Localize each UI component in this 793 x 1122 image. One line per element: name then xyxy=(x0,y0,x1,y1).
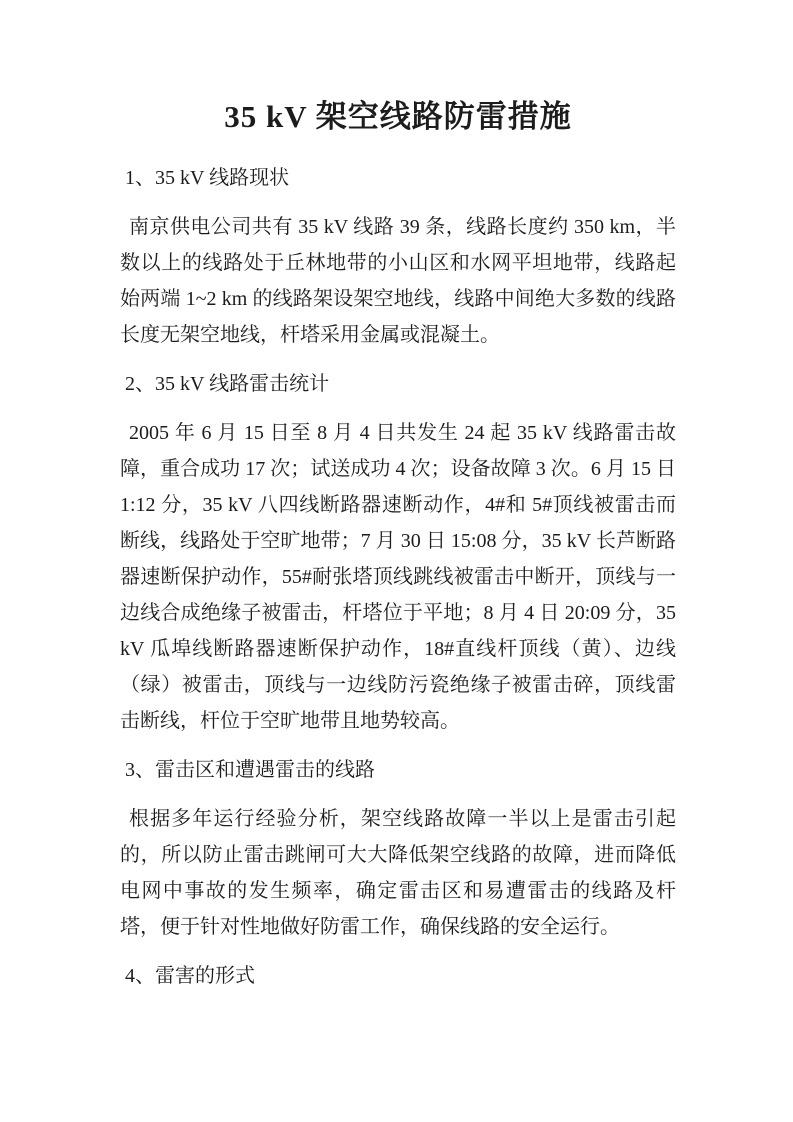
section-1-line-status xyxy=(120,160,676,353)
section-3-paragraph: 根据多年运行经验分析，架空线路故障一半以上是雷击引起的，所以防止雷击跳闸可大大降低架空线路的故障，进而降低电网中事故的发生频率，确定雷击区和易遭雷击的线路及杆塔，便于针对性地做好防雷工作，确保线路的安全运行。 xyxy=(120,808,676,938)
section-1-heading: 1、35 kV 线路现状 xyxy=(125,167,290,189)
section-2-lightning-statistics xyxy=(120,366,676,739)
section-1-paragraph: 南京供电公司共有 35 kV 线路 39 条，线路长度约 350 km，半数以上的线路处于丘林地带的小山区和水网平坦地带，线路起始两端 1~2 km 的线路架设架空地线，线路中间绝大多数的线路长度无架空地线，杆塔采用金属或混凝土。 xyxy=(120,216,676,346)
section-3-lightning-zones xyxy=(120,752,676,945)
document-title: 35 kV 架空线路防雷措施 xyxy=(224,99,572,134)
section-2-paragraph: 2005 年 6 月 15 日至 8 月 4 日共发生 24 起 35 kV 线路雷击故障，重合成功 17 次；试送成功 4 次；设备故障 3 次。6 月 15 日 1:12 分，35 kV 八四线断路器速断动作，4#和 5#顶线被雷击而断线，线路处于空旷地带；7 月 30 日 15:08 分，35 kV 长芦断路器速断保护动作，55#耐张塔顶线跳线被雷击中断开，顶线与一边线合成绝缘子被雷击，杆塔位于平地；8 月 4 日 20:09 分，35 kV 瓜埠线断路器速断保护动作，18#直线杆顶线（黄）、边线（绿）被雷击，顶线与一边线防污瓷绝缘子被雷击碎，顶线雷击断线，杆位于空旷地带且地势较高。 xyxy=(120,422,676,732)
section-2-heading: 2、35 kV 线路雷击统计 xyxy=(125,373,330,395)
section-4-lightning-damage-forms xyxy=(120,958,676,994)
section-4-heading: 4、雷害的形式 xyxy=(125,965,255,987)
section-3-heading: 3、雷击区和遭遇雷击的线路 xyxy=(125,759,375,781)
